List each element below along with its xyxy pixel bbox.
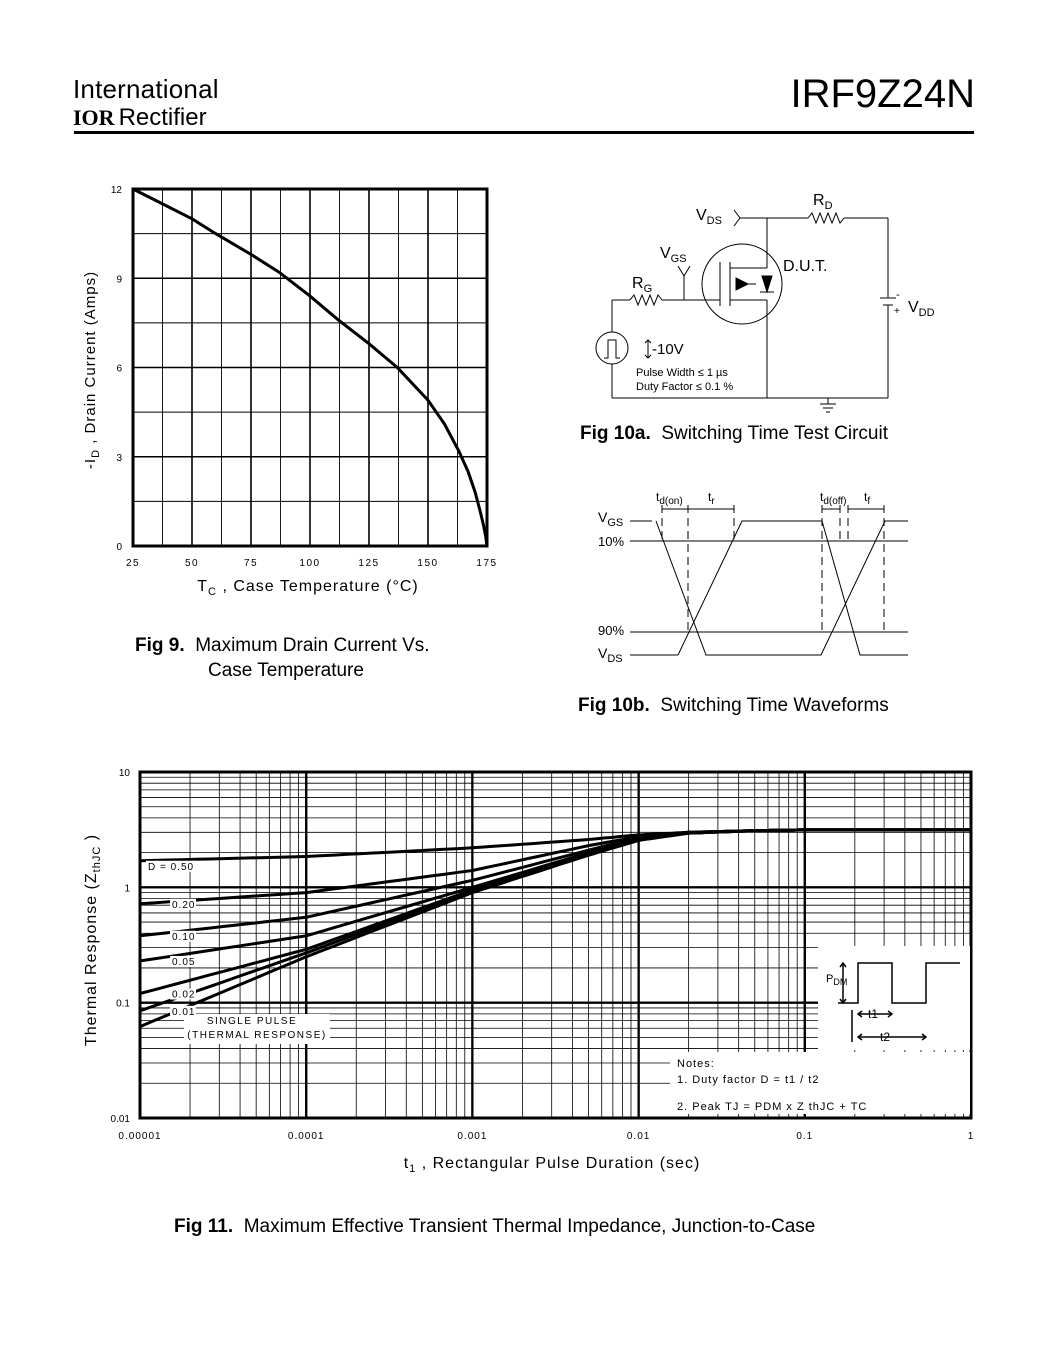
fig11-x-tick-label: 1 (967, 1131, 975, 1142)
fig9-x-tick-label: 50 (184, 558, 200, 569)
td-on-label: $t_{d(on)}$ (656, 490, 683, 507)
fig11-series-label: 0.05 (172, 956, 196, 968)
dut-mosfet-arrow (736, 278, 748, 290)
fig11-series-label: 0.20 (172, 899, 196, 911)
fig9-x-tick-label: 75 (243, 558, 259, 569)
fig9-x-tick-label: 125 (358, 558, 380, 569)
fig9-x-axis-label: $T_C$ , Case Temperature (°C) (197, 578, 419, 598)
company-name: International (73, 74, 219, 104)
fig11-caption-label: Fig 11. (174, 1216, 234, 1237)
company-logo (73, 104, 207, 132)
fig9-x-tick-label: 150 (417, 558, 439, 569)
fig11-x-tick-label: 0.0001 (287, 1131, 325, 1142)
fig11-series-line (140, 830, 971, 936)
fig11-caption-text: Maximum Effective Transient Thermal Impedance, Junction-to-Case (243, 1216, 816, 1237)
fig9-x-ticks (126, 558, 498, 569)
fig9-x-tick-label: 100 (299, 558, 321, 569)
vds-terminal-arrow (734, 210, 740, 226)
fig11-x-tick-label: 0.1 (796, 1131, 814, 1142)
fig9-chart (70, 178, 510, 598)
rg-label: $R_G$ (632, 275, 653, 295)
fig11-x-axis-label: $t_1$ , Rectangular Pulse Duration (sec) (403, 1155, 701, 1175)
resistor-rd (808, 213, 844, 223)
fig10a-circuit (590, 185, 960, 415)
fig9-caption-label: Fig 9. (135, 635, 185, 656)
duty-factor-note: Duty Factor ≤ 0.1 % (636, 381, 734, 393)
pulse-source (596, 332, 628, 364)
rd-label: $R_D$ (813, 192, 833, 212)
pdm-diagram-backdrop (818, 946, 970, 1050)
fig9-y-ticks (111, 185, 123, 553)
fig10b-waveforms (590, 480, 920, 670)
note-2: 2. Peak TJ = PDM x Z thJC + TC (677, 1101, 868, 1113)
tr-label: $t_r$ (708, 490, 715, 507)
fig10a-caption (580, 423, 888, 445)
fig11-x-tick-label: 0.001 (457, 1131, 488, 1142)
body-diode (762, 276, 772, 292)
fig11-series-line (140, 830, 971, 861)
fig9-grid (133, 189, 487, 546)
t2-label: t2 (880, 1030, 891, 1044)
fig9-x-tick-label: 25 (125, 558, 141, 569)
t1-label: t1 (868, 1007, 879, 1021)
ior-logo: IOR (73, 105, 115, 130)
vds-wave-label: $V_{DS}$ (598, 645, 623, 665)
fig10a-caption-label: Fig 10a. (580, 423, 651, 444)
pct10-label: 10% (598, 534, 625, 549)
fig9-x-tick-label: 175 (476, 558, 498, 569)
single-pulse-label: SINGLE PULSE (206, 1016, 298, 1027)
fig9-y-tick-label: 3 (116, 452, 122, 464)
fig9-caption-text-1: Maximum Drain Current Vs. (195, 635, 430, 656)
fig11-x-tick-label: 0.00001 (118, 1131, 162, 1142)
fig11-y-tick-label: 1 (124, 883, 130, 895)
fig11-series-label: 0.01 (172, 1006, 196, 1018)
fig11-y-tick-label: 10 (118, 768, 130, 779)
fig11-series-labels (146, 861, 196, 1018)
company-name-line2: Rectifier (118, 104, 207, 131)
pct90-label: 90% (598, 623, 625, 638)
fig11-y-tick-label: 0.01 (110, 1114, 130, 1125)
fig9-caption (135, 635, 430, 657)
vdd-label: $V_{DD}$ (908, 299, 935, 319)
notes-title: Notes: (677, 1058, 715, 1070)
vgs-label: $V_{GS}$ (660, 245, 687, 265)
pulse-amplitude: -10V (652, 341, 684, 358)
pulse-width-note: Pulse Width ≤ 1 µs (636, 367, 728, 379)
fig9-y-tick-label: 12 (110, 185, 122, 196)
fig9-y-tick-label: 0 (116, 542, 122, 553)
note-1: 1. Duty factor D = t1 / t2 (677, 1074, 820, 1086)
fig10b-caption (578, 695, 889, 717)
fig11-y-tick-label: 0.1 (116, 998, 130, 1010)
part-number: IRF9Z24N (790, 72, 975, 116)
fig9-caption-line2: Case Temperature (208, 660, 364, 681)
fig9-y-tick-label: 9 (116, 274, 122, 286)
thermal-response-label: (THERMAL RESPONSE) (187, 1030, 327, 1041)
fig11-series-label: 0.10 (172, 931, 196, 943)
vdd-plus: + (894, 306, 900, 317)
resistor-rg (630, 295, 662, 305)
vgs-wave-label: $V_{GS}$ (598, 509, 624, 529)
vgs-terminal-arrow (678, 266, 690, 276)
td-off-label: $t_{d(off)}$ (820, 490, 847, 507)
fig11-x-ticks (118, 1131, 974, 1142)
pdm-label: $P_{DM}$ (826, 973, 848, 987)
fig11-y-ticks (111, 768, 131, 1125)
fig11-x-tick-label: 0.01 (626, 1131, 651, 1142)
fig9-y-tick-label: 6 (116, 363, 122, 375)
fig10b-caption-text: Switching Time Waveforms (660, 695, 889, 716)
fig11-y-axis-label: Thermal Response ($Z_{thJC}$ ) (83, 833, 103, 1047)
fig11-caption (174, 1216, 815, 1238)
fig11-series-label: D = 0.50 (148, 861, 195, 873)
fig11-series-label: 0.02 (172, 989, 196, 1001)
vdd-minus: - (896, 289, 900, 301)
tf-label: $t_f$ (864, 490, 871, 507)
dut-label: D.U.T. (783, 258, 828, 275)
fig9-y-axis-label: $-I_D$ , Drain Current (Amps) (82, 270, 102, 470)
fig10a-caption-text: Switching Time Test Circuit (661, 423, 888, 444)
vds-label: $V_{DS}$ (696, 207, 722, 227)
header-divider (74, 131, 974, 134)
fig10b-caption-label: Fig 10b. (578, 695, 650, 716)
fig11-chart (70, 760, 990, 1180)
